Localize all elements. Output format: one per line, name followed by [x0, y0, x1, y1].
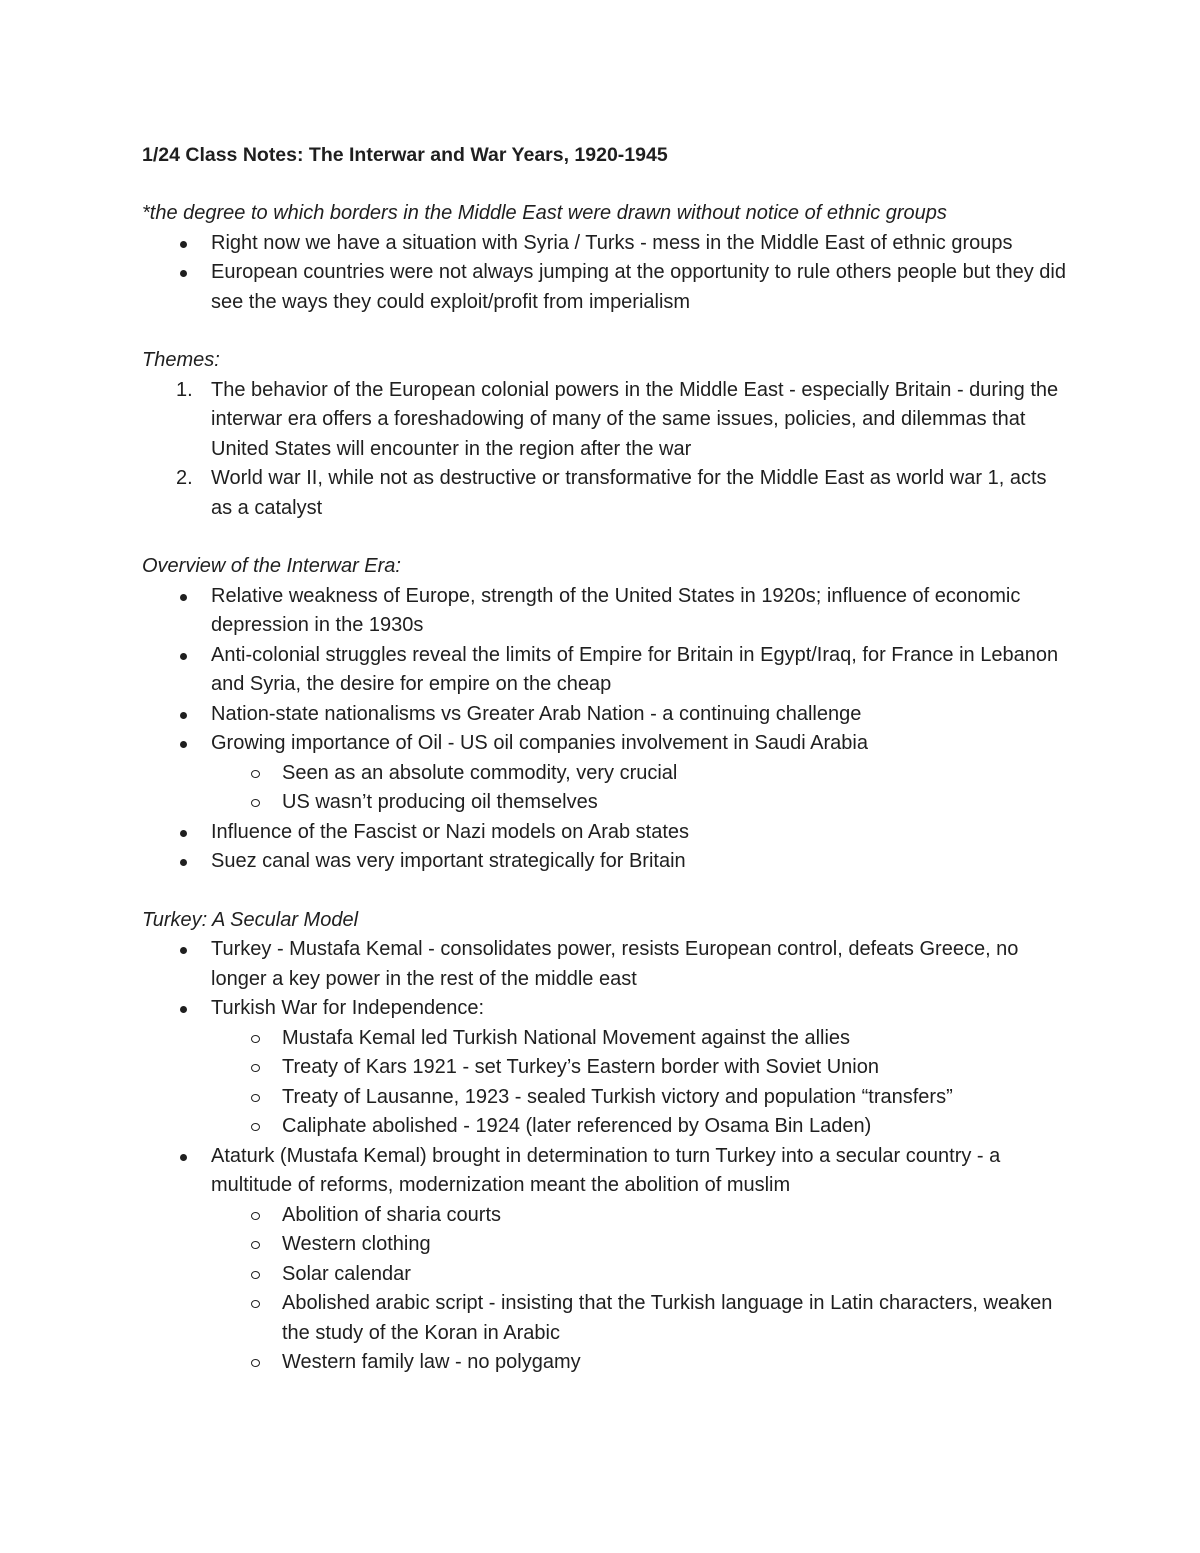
- list-item: Anti-colonial struggles reveal the limits of Empire for Britain in Egypt/Iraq, for France in Lebanon and Syria, the desire for empire on the cheap: [142, 641, 1072, 700]
- hollow-bullet-icon: [251, 1241, 260, 1249]
- sub-list-item: Treaty of Lausanne, 1923 - sealed Turkish victory and population “transfers”: [142, 1083, 1072, 1113]
- sub-list-item: Seen as an absolute commodity, very crucial: [142, 759, 1072, 789]
- themes-list: [142, 376, 1072, 524]
- list-item: European countries were not always jumping at the opportunity to rule others people but they did see the ways they could exploit/profit from imperialism: [142, 258, 1072, 317]
- bullet-icon: [180, 1154, 187, 1161]
- document-page: [142, 140, 1072, 1378]
- sub-list-item: Treaty of Kars 1921 - set Turkey’s Eastern border with Soviet Union: [142, 1053, 1072, 1083]
- page-title: 1/24 Class Notes: The Interwar and War Years, 1920-1945: [142, 144, 668, 166]
- hollow-bullet-icon: [251, 1300, 260, 1308]
- list-item: 2. World war II, while not as destructive or transformative for the Middle East as world war 1, acts as a catalyst: [142, 464, 1072, 523]
- hollow-bullet-icon: [251, 770, 260, 778]
- overview-heading: Overview of the Interwar Era:: [142, 555, 401, 577]
- hollow-bullet-icon: [251, 1064, 260, 1072]
- list-item: Turkey - Mustafa Kemal - consolidates power, resists European control, defeats Greece, no longer a key power in the rest of the middle east: [142, 935, 1072, 994]
- sub-list-item: Western clothing: [142, 1230, 1072, 1260]
- list-item: Growing importance of Oil - US oil companies involvement in Saudi Arabia: [142, 729, 1072, 759]
- list-number: 2.: [176, 467, 193, 489]
- overview-list: [142, 582, 1072, 877]
- list-item: Right now we have a situation with Syria / Turks - mess in the Middle East of ethnic groups: [142, 229, 1072, 259]
- bullet-icon: [180, 859, 187, 866]
- bullet-icon: [180, 741, 187, 748]
- turkey-list: [142, 935, 1072, 1378]
- hollow-bullet-icon: [251, 1094, 260, 1102]
- sub-list-item: Solar calendar: [142, 1260, 1072, 1290]
- sub-list-item: Abolished arabic script - insisting that the Turkish language in Latin characters, weaken the study of the Koran in Arabic: [142, 1289, 1072, 1348]
- list-item: Ataturk (Mustafa Kemal) brought in determination to turn Turkey into a secular country - a multitude of reforms, modernization meant the abolition of muslim: [142, 1142, 1072, 1201]
- bullet-icon: [180, 594, 187, 601]
- hollow-bullet-icon: [251, 1271, 260, 1279]
- hollow-bullet-icon: [251, 799, 260, 807]
- hollow-bullet-icon: [251, 1035, 260, 1043]
- list-item: Turkish War for Independence:: [142, 994, 1072, 1024]
- hollow-bullet-icon: [251, 1359, 260, 1367]
- bullet-icon: [180, 653, 187, 660]
- bullet-icon: [180, 830, 187, 837]
- turkey-heading: Turkey: A Secular Model: [142, 908, 359, 931]
- sub-list-item: Abolition of sharia courts: [142, 1201, 1072, 1231]
- bullet-icon: [180, 712, 187, 719]
- sub-list-item: US wasn’t producing oil themselves: [142, 788, 1072, 818]
- sub-list-item: Western family law - no polygamy: [142, 1348, 1072, 1378]
- bullet-icon: [180, 947, 187, 954]
- hollow-bullet-icon: [251, 1123, 260, 1131]
- list-item: 1. The behavior of the European colonial powers in the Middle East - especially Britain - during the interwar era offers a foreshadowing of many of the same issues, policies, and dilemmas that United States will encounter in the region after the war: [142, 376, 1072, 465]
- list-item: Relative weakness of Europe, strength of the United States in 1920s; influence of economic depression in the 1930s: [142, 582, 1072, 641]
- intro-list: [142, 229, 1072, 318]
- bullet-icon: [180, 241, 187, 248]
- sub-list-item: Caliphate abolished - 1924 (later referenced by Osama Bin Laden): [142, 1112, 1072, 1142]
- intro-note: *the degree to which borders in the Middle East were drawn without notice of ethnic groups: [142, 202, 947, 224]
- bullet-icon: [180, 270, 187, 277]
- hollow-bullet-icon: [251, 1212, 260, 1220]
- themes-heading: Themes:: [142, 349, 220, 371]
- list-item: Nation-state nationalisms vs Greater Arab Nation - a continuing challenge: [142, 700, 1072, 730]
- list-item: Influence of the Fascist or Nazi models on Arab states: [142, 818, 1072, 848]
- sub-list-item: Mustafa Kemal led Turkish National Movement against the allies: [142, 1024, 1072, 1054]
- list-number: 1.: [176, 378, 193, 401]
- bullet-icon: [180, 1006, 187, 1013]
- list-item: Suez canal was very important strategically for Britain: [142, 847, 1072, 877]
